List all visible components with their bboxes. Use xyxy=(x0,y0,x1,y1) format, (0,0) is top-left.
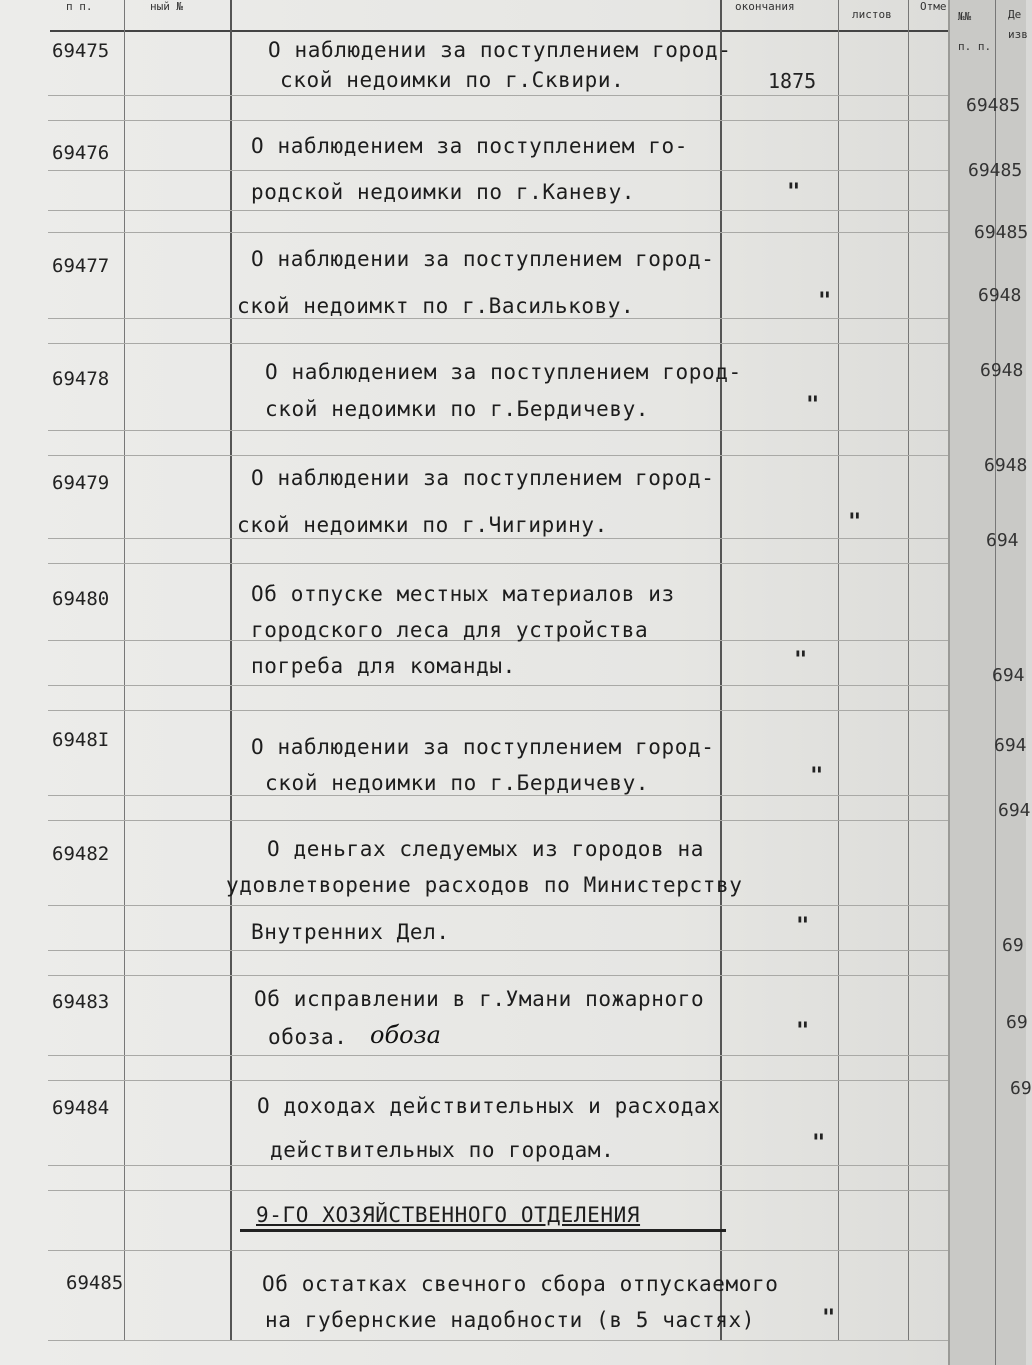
ruled-line xyxy=(48,210,948,211)
entry-number: 6948I xyxy=(52,729,110,751)
entry-text-line: удовлетворение расходов по Министерству xyxy=(226,873,743,897)
ruled-line xyxy=(48,1055,948,1056)
entry-number: 69485 xyxy=(66,1272,124,1294)
header-col-sheets: листов xyxy=(852,8,892,21)
header-col-end: окончания xyxy=(735,0,795,13)
entry-number: 69476 xyxy=(52,142,110,164)
adjacent-entry-number: 69 xyxy=(1006,1012,1028,1033)
entry-text-line: обоза. xyxy=(268,1025,348,1049)
ruled-line xyxy=(48,1080,948,1081)
ruled-line xyxy=(48,685,948,686)
next-header-izv: изв xyxy=(1008,28,1028,41)
ditto-mark: " xyxy=(822,1306,836,1331)
entry-text-line: Об отпуске местных материалов из xyxy=(251,582,675,606)
entry-text-line: О наблюдении за поступлением город- xyxy=(251,735,715,759)
entry-text-line: О наблюдении за поступлением город- xyxy=(251,247,715,271)
adjacent-entry-number: 6948 xyxy=(978,285,1022,306)
ruled-line xyxy=(48,975,948,976)
adjacent-entry-number: 6948 xyxy=(980,360,1024,381)
ruled-line xyxy=(48,95,948,96)
column-divider xyxy=(720,0,722,1340)
next-header-pp: п. п. xyxy=(958,40,992,53)
ditto-mark: " xyxy=(787,180,801,205)
entry-number: 69475 xyxy=(52,40,110,62)
ruled-line xyxy=(48,232,948,233)
entry-text-line: Внутренних Дел. xyxy=(251,920,450,944)
ruled-line xyxy=(48,563,948,564)
ruled-line xyxy=(48,950,948,951)
entry-text-line: О деньгах следуемых из городов на xyxy=(267,837,705,861)
entry-number: 69479 xyxy=(52,472,110,494)
adjacent-entry-number: 694 xyxy=(994,735,1027,756)
ruled-line xyxy=(48,318,948,319)
ditto-mark: " xyxy=(818,289,832,314)
entry-text-line: О наблюдении за поступлением город- xyxy=(268,38,732,62)
ruled-line xyxy=(48,455,948,456)
entry-text-line: О наблюдении за поступлением город- xyxy=(251,466,715,490)
ruled-line xyxy=(48,430,948,431)
ruled-line xyxy=(48,795,948,796)
entry-text-line: Об остатках свечного сбора отпускаемого xyxy=(262,1272,779,1296)
entry-number: 69477 xyxy=(52,255,110,277)
entry-text-line: родской недоимки по г.Каневу. xyxy=(251,180,636,204)
entry-text-line: ской недоимки по г.Бердичеву. xyxy=(265,397,650,421)
next-header-num: №№ xyxy=(958,10,972,23)
adjacent-entry-number: 69485 xyxy=(968,160,1023,181)
entry-text-line: Об исправлении в г.Умани пожарного xyxy=(254,987,705,1011)
adjacent-entry-number: 69485 xyxy=(966,95,1021,116)
ditto-mark: " xyxy=(812,1131,826,1156)
entry-number: 69483 xyxy=(52,991,110,1013)
ruled-line xyxy=(48,343,948,344)
column-divider xyxy=(838,0,839,1340)
ditto-mark: " xyxy=(796,914,810,939)
entry-number: 69484 xyxy=(52,1097,110,1119)
entry-text-line: О наблюдением за поступлением город- xyxy=(265,360,742,384)
column-divider xyxy=(230,0,232,1340)
entry-number: 69480 xyxy=(52,588,110,610)
entry-text-line: городского леса для устройства xyxy=(251,618,649,642)
entry-text-line: погреба для команды. xyxy=(251,654,516,678)
ditto-mark: " xyxy=(794,648,808,673)
ditto-mark: " xyxy=(810,764,824,789)
ruled-line xyxy=(48,905,948,906)
next-header-de: Де xyxy=(1008,8,1022,21)
end-year: 1875 xyxy=(768,69,817,93)
entry-text-line: ской недоимки по г.Бердичеву. xyxy=(265,771,650,795)
adjacent-entry-number: 694 xyxy=(992,665,1025,686)
ruled-line xyxy=(48,1165,948,1166)
adjacent-entry-number: 69485 xyxy=(974,222,1029,243)
section-heading: 9-ГО ХОЗЯЙСТВЕННОГО ОТДЕЛЕНИЯ xyxy=(256,1203,641,1227)
entry-text-line: действительных по городам. xyxy=(270,1138,615,1162)
column-divider xyxy=(908,0,909,1340)
ruled-line xyxy=(48,1340,948,1341)
ruled-line xyxy=(48,820,948,821)
section-underline xyxy=(240,1229,726,1232)
entry-number: 69482 xyxy=(52,843,110,865)
ruled-line xyxy=(48,538,948,539)
adjacent-page xyxy=(948,0,1032,1365)
adjacent-entry-number: 694 xyxy=(998,800,1031,821)
entry-text-line: ской недоимкт по г.Василькову. xyxy=(237,294,635,318)
entry-text-line: О наблюдением за поступлением го- xyxy=(251,134,689,158)
header-col-archive: ный № xyxy=(150,0,184,13)
entry-text-line: ской недоимки по г.Сквири. xyxy=(280,68,625,92)
adjacent-entry-number: 69 xyxy=(1002,935,1024,956)
column-divider xyxy=(124,0,125,1340)
entry-number: 69478 xyxy=(52,368,110,390)
ruled-line xyxy=(48,1250,948,1251)
ditto-mark: " xyxy=(806,393,820,418)
entry-text-line: на губернские надобности (в 5 частях) xyxy=(265,1308,755,1332)
ditto-mark: " xyxy=(796,1019,810,1044)
header-border xyxy=(50,30,950,32)
adjacent-entry-number: 69 xyxy=(1010,1078,1032,1099)
ruled-line xyxy=(48,1190,948,1191)
ditto-mark: " xyxy=(848,510,862,535)
adjacent-entry-number: 694 xyxy=(986,530,1019,551)
header-col-num: п п. xyxy=(66,0,93,13)
ruled-line xyxy=(48,170,948,171)
handwritten-correction: обоза xyxy=(370,1021,441,1049)
adjacent-entry-number: 6948 xyxy=(984,455,1028,476)
entry-text-line: О доходах действительных и расходах xyxy=(257,1094,721,1118)
ruled-line xyxy=(48,120,948,121)
ruled-line xyxy=(48,710,948,711)
entry-text-line: ской недоимки по г.Чигирину. xyxy=(237,513,608,537)
header-col-notes: Отме xyxy=(920,0,947,13)
